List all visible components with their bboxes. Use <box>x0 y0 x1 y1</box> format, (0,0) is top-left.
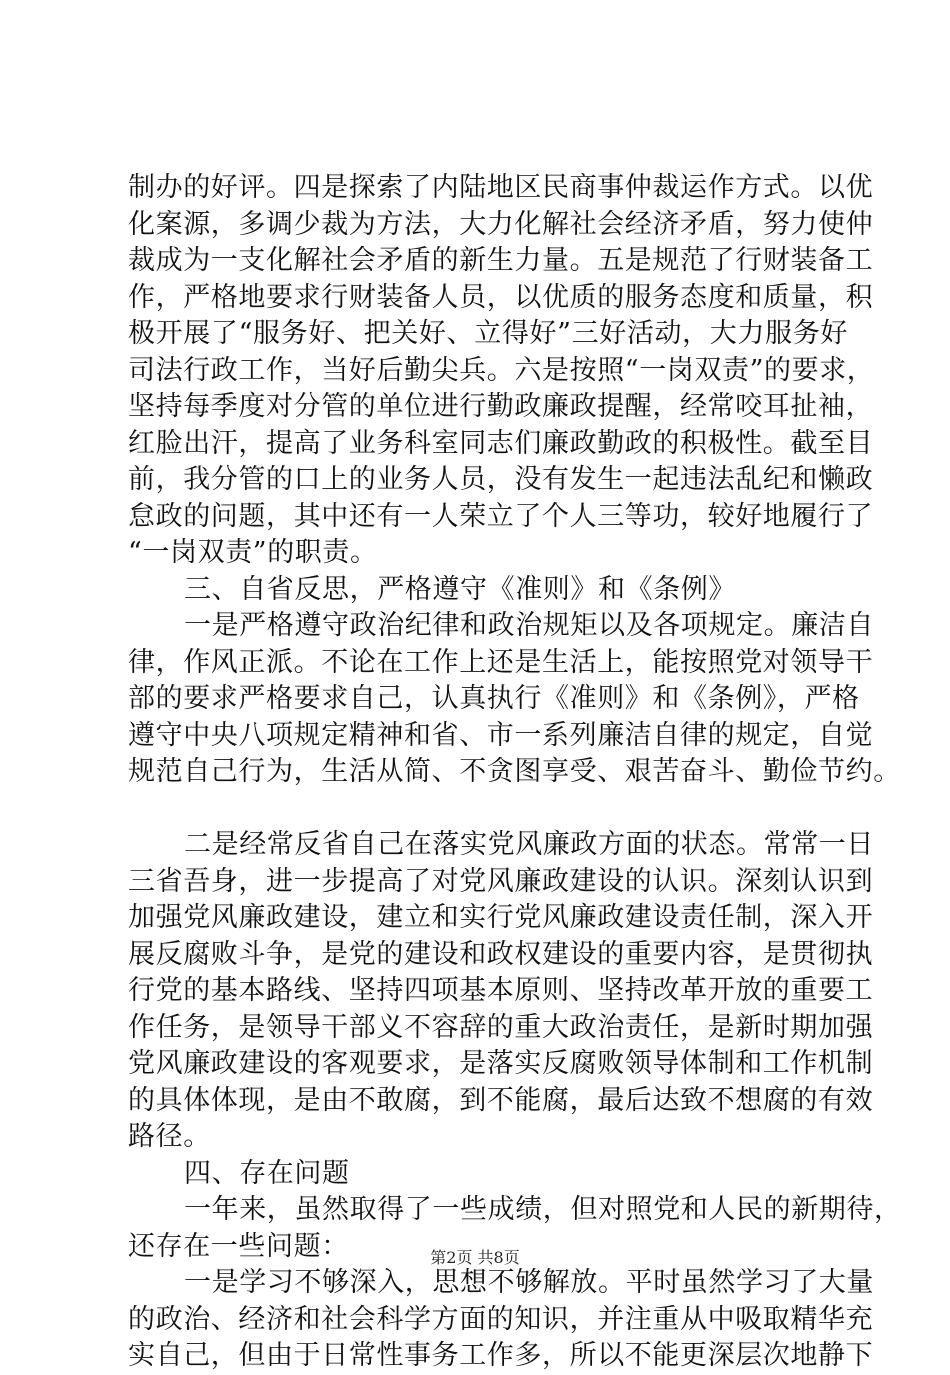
text-line: “一岗双责”的职责。 <box>128 537 378 568</box>
text-line: 二是经常反省自己在落实党风廉政方面的状态。常常一日 <box>184 829 874 860</box>
page-footer: 第2页 共8页 <box>430 1248 520 1267</box>
text-line: 司法行政工作，当好后勤尖兵。六是按照“一岗双责”的要求， <box>128 354 875 386</box>
text-line: 律，作风正派。不论在工作上还是生活上，能按照党对领导干 <box>128 646 874 678</box>
document-body <box>128 170 902 1375</box>
text-line: 坚持每季度对分管的单位进行勤政廉政提醒，经常咬耳扯袖， <box>128 391 874 422</box>
text-line: 的政治、经济和社会科学方面的知识，并注重从中吸取精华充 <box>128 1303 874 1335</box>
text-line: 路径。 <box>128 1121 211 1152</box>
text-line: 作，严格地要求行财装备人员，以优质的服务态度和质量，积 <box>128 281 874 313</box>
text-line: 一是学习不够深入，思想不够解放。平时虽然学习了大量 <box>184 1267 874 1298</box>
text-line: 实自己，但由于日常性事务工作多，所以不能更深层次地静下 <box>128 1340 874 1371</box>
text-line: 遵守中央八项规定精神和省、市一系列廉洁自律的规定，自觉 <box>128 719 874 751</box>
text-line: 三省吾身，进一步提高了对党风廉政建设的认识。深刻认识到 <box>128 865 874 897</box>
text-line: 行党的基本路线、坚持四项基本原则、坚持改革开放的重要工 <box>128 975 874 1006</box>
text-line: 裁成为一支化解社会矛盾的新生力量。五是规范了行财装备工 <box>128 245 874 276</box>
text-line: 制办的好评。四是探索了内陆地区民商事仲裁运作方式。以优 <box>128 172 874 203</box>
text-line: 部的要求严格要求自己，认真执行《准则》和《条例》，严格 <box>128 683 860 714</box>
text-line: 规范自己行为，生活从简、不贪图享受、艰苦奋斗、勤俭节约。 <box>128 756 901 787</box>
text-line: 一年来，虽然取得了一些成绩，但对照党和人民的新期待， <box>184 1194 902 1225</box>
text-line: 一是严格遵守政治纪律和政治规矩以及各项规定。廉洁自 <box>184 610 874 641</box>
text-line: 化案源，多调少裁为方法，大力化解社会经济矛盾，努力使仲 <box>128 208 874 240</box>
blank-line <box>128 791 848 828</box>
text-line: 怠政的问题，其中还有一人荣立了个人三等功，较好地履行了 <box>128 500 874 532</box>
text-line: 红脸出汗，提高了业务科室同志们廉政勤政的积极性。截至目 <box>128 427 874 459</box>
text-line: 前，我分管的口上的业务人员，没有发生一起违法乱纪和懒政 <box>128 464 874 495</box>
text-line: 三、自省反思，严格遵守《准则》和《条例》 <box>184 573 736 605</box>
text-line: 极开展了“服务好、把关好、立得好”三好活动，大力服务好 <box>128 318 848 349</box>
text-line: 加强党风廉政建设，建立和实行党风廉政建设责任制，深入开 <box>128 902 874 933</box>
text-line: 展反腐败斗争，是党的建设和政权建设的重要内容，是贯彻执 <box>128 938 874 970</box>
text-line: 还存在一些问题： <box>128 1230 349 1262</box>
text-line: 党风廉政建设的客观要求，是落实反腐败领导体制和工作机制 <box>128 1048 874 1079</box>
text-line: 作任务，是领导干部义不容辞的重大政治责任，是新时期加强 <box>128 1011 874 1043</box>
text-line: 的具体体现，是由不敢腐，到不能腐，最后达致不想腐的有效 <box>128 1084 874 1116</box>
text-line: 四、存在问题 <box>184 1157 350 1189</box>
